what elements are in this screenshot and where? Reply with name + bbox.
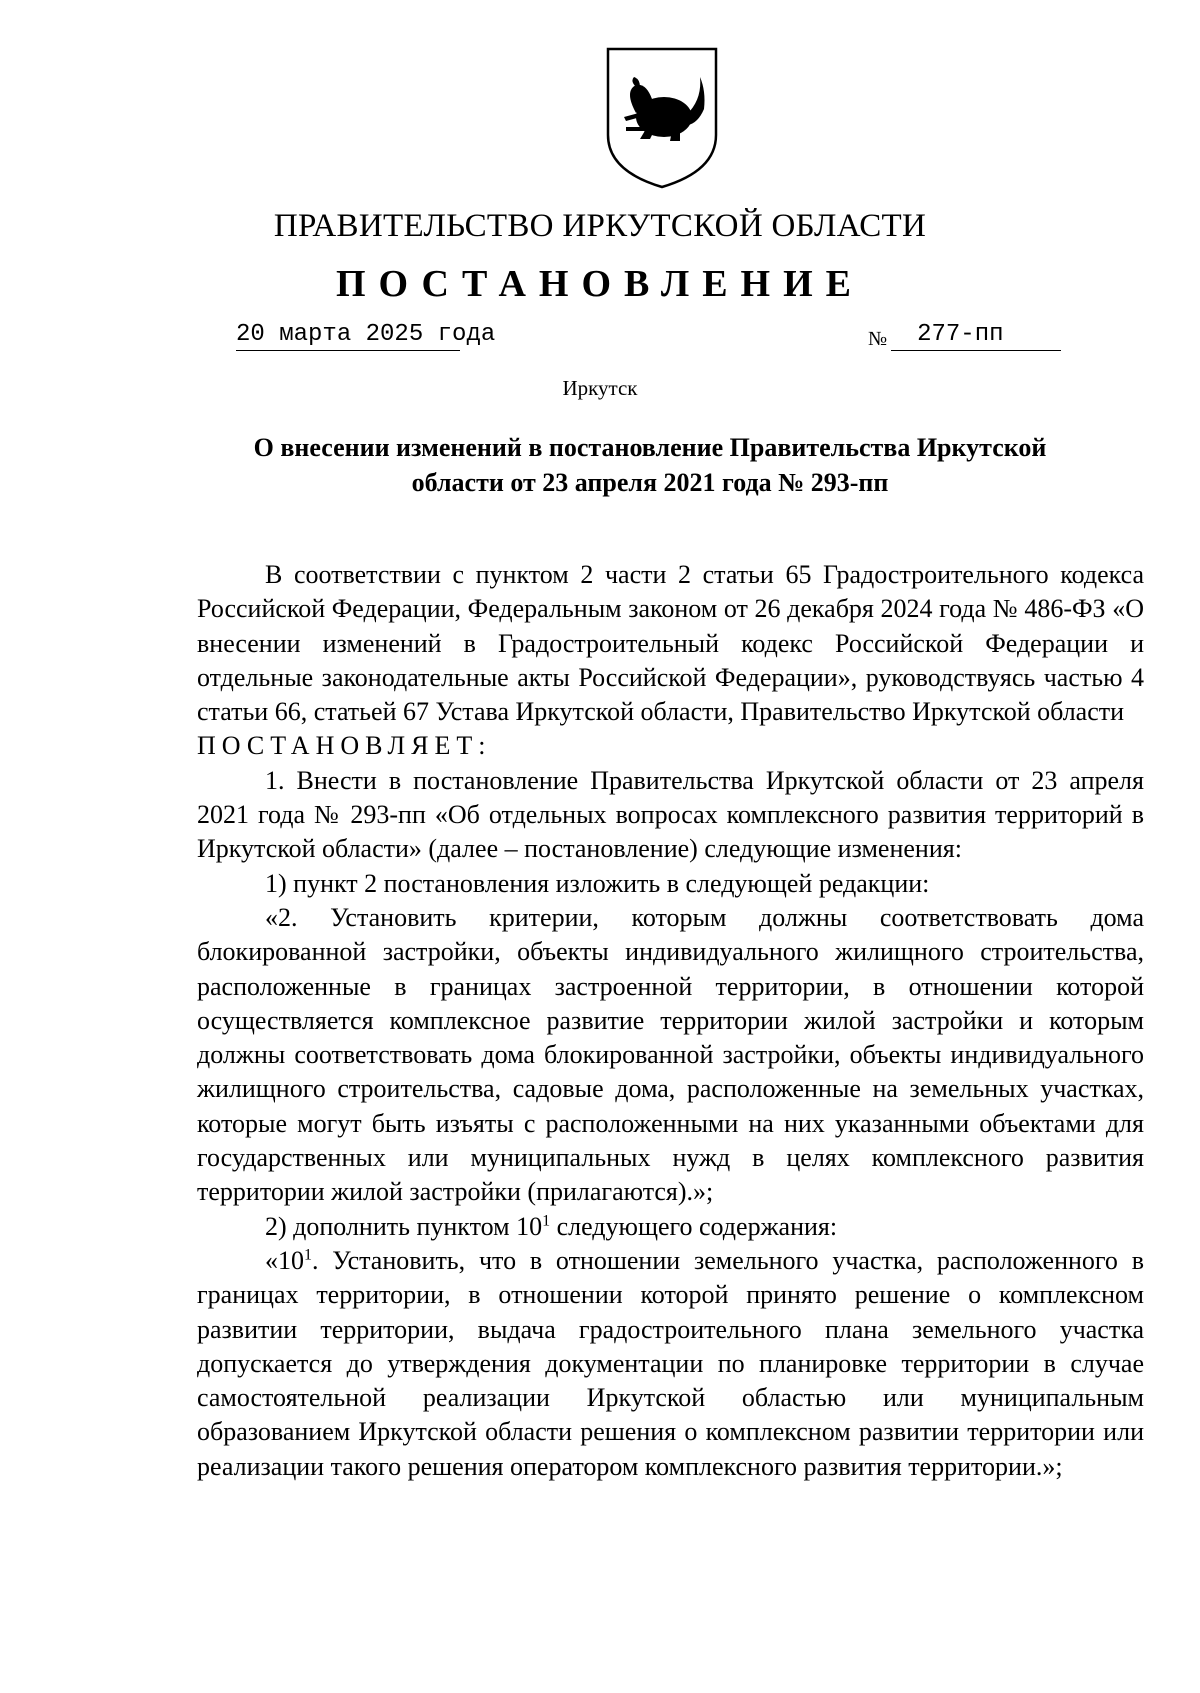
subject-line-1: О внесении изменений в постановление Правительства Иркутской [253,433,1047,462]
subitem-2-superscript: 1 [542,1211,551,1229]
subitem-1-text-paragraph: «2. Установить критерии, которым должны соответствовать дома блокированной застройки, объекты индивидуального жилищного строительства, расположенные в границах застроенной территории, в отношении которой осуществляется комплексное развитие территории жилой застройки и которым должны соответствовать дома блокированной застройки, объекты индивидуального жилищного строительства, садовые дома, расположенные на земельных участках, которые могут быть изъяты с расположенными на них указанными объектами для государственных или муниципальных нужд в целях комплексного развития территории жилой застройки (прилагаются).»; [197,902,1144,1207]
document-date: 20 марта 2025 года [236,321,460,351]
subitem-2-text-a: 2) дополнить пунктом 10 [265,1211,543,1241]
subitem-1-paragraph: 1) пункт 2 постановления изложить в следующей редакции: [265,868,930,898]
subitem-2-text-open: «10 [265,1245,304,1275]
number-sign: № [868,328,888,350]
city-name: Иркутск [562,376,638,400]
document-type: ПОСТАНОВЛЕНИЕ [335,263,865,305]
item-1-paragraph: 1. Внести в постановление Правительства Иркутской области от 23 апреля 2021 года № 293-пп «Об отдельных вопросах комплексного развития территорий в Иркутской области» (далее – постановление) следующие изменения: [197,765,1144,864]
subitem-2-text-b: следующего содержания: [550,1211,838,1241]
coat-of-arms-emblem [606,47,718,189]
document-subject [200,430,1100,500]
government-title: ПРАВИТЕЛЬСТВО ИРКУТСКОЙ ОБЛАСТИ [273,208,927,244]
preamble-paragraph: В соответствии с пунктом 2 части 2 статьи 65 Градостроительного кодекса Российской Федерации, Федеральным законом от 26 декабря 2024 года № 486-ФЗ «О внесении изменений в Градостроительный кодекс Российской Федерации и отдельные законодательные акты Российской Федерации», руководствуясь частью 4 статьи 66, статьей 67 Устава Иркутской области, Правительство Иркутской области [197,560,1144,727]
subitem-2-text-rest: . Установить, что в отношении земельного участка, расположенного в границах территории, в отношении которой принято решение о комплексном развитии территории, выдача градостроительного плана земельного участка допускается до утверждения документации по планировке территории в случае самостоятельной реализации Иркутской областью или муниципальным образованием Иркутской области решения о комплексном развитии территории или реализации такого решения оператором комплексного развития территории.»; [197,1245,1144,1481]
subitem-2-text-paragraph [197,1244,1144,1484]
subitem-2-text-superscript: 1 [304,1246,312,1264]
document-number [868,321,1061,351]
document-body [197,558,1144,1484]
decree-word: ПОСТАНОВЛЯЕТ: [197,731,492,761]
number-value: 277-пп [891,321,1061,351]
subitem-2-paragraph [197,1210,1144,1244]
subject-line-2: области от 23 апреля 2021 года № 293-пп [411,468,889,497]
